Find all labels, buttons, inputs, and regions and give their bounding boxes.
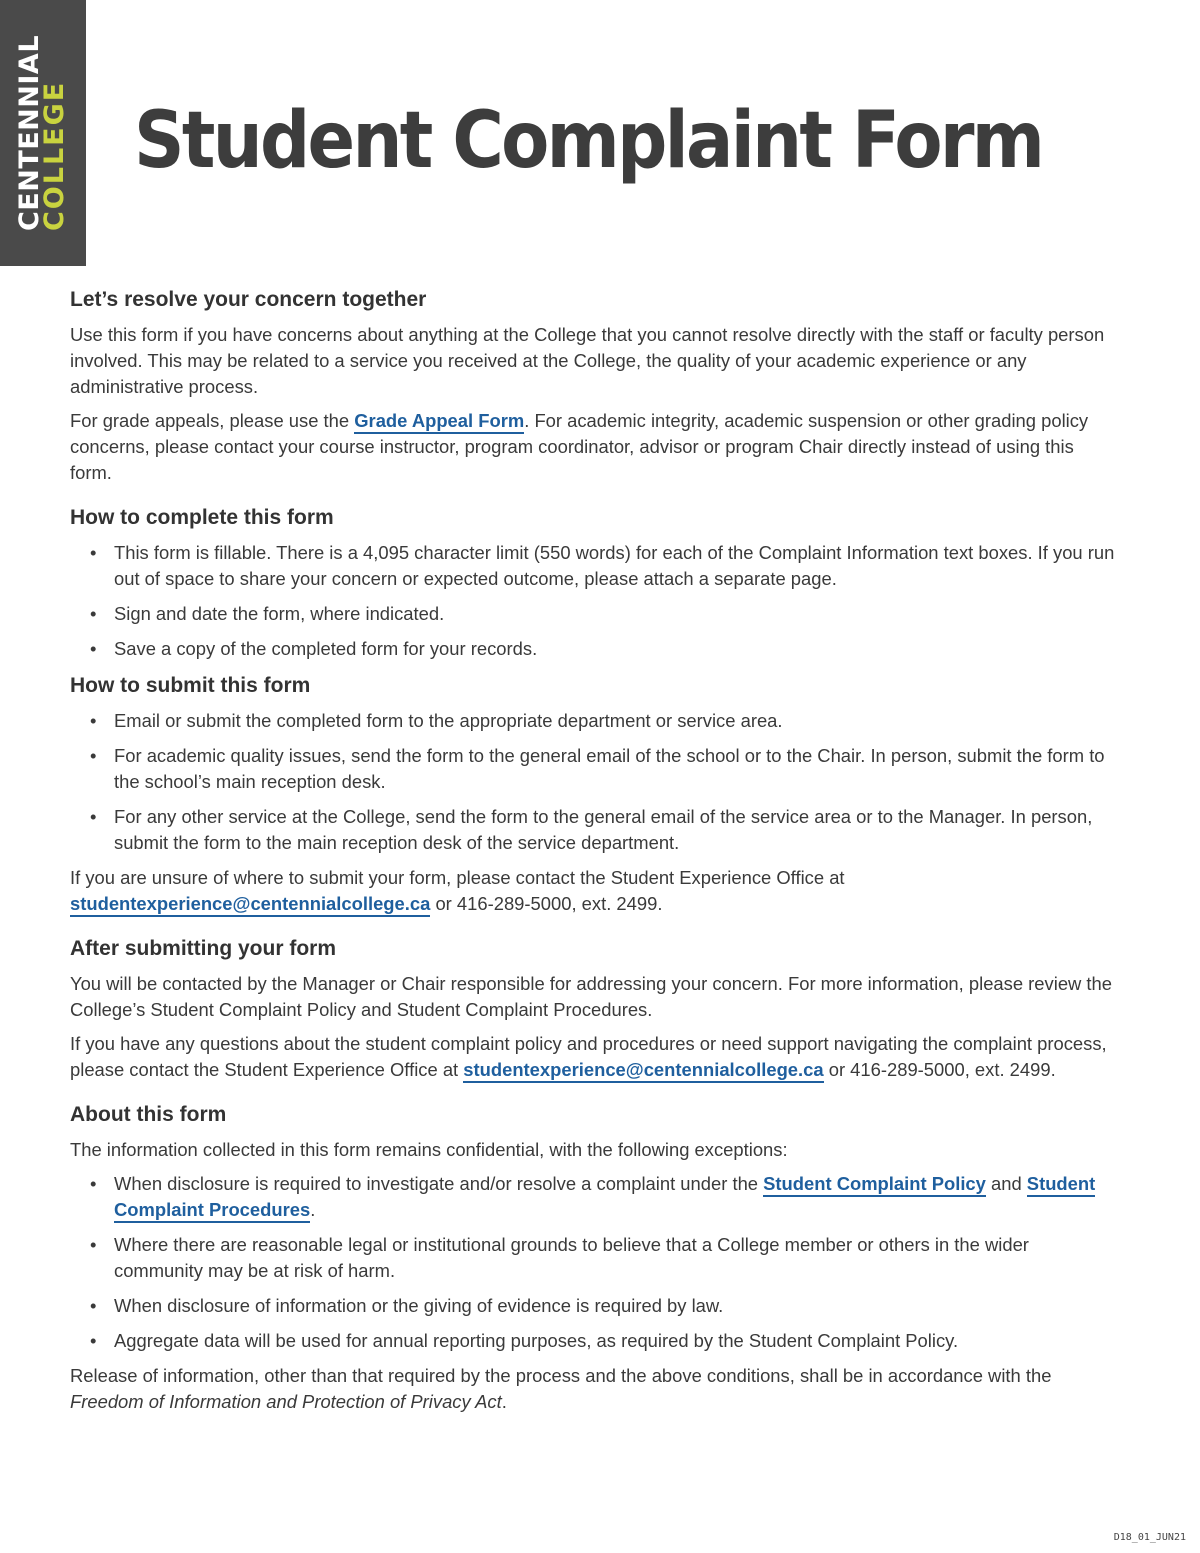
section-heading: About this form [70, 1103, 227, 1126]
list-item: • For academic quality issues, send the form to the general email of the school or to the Chair. In person, submit the form to the school’s main reception desk. [70, 743, 1120, 795]
paragraph: The information collected in this form remains confidential, with the following exceptions: [70, 1139, 788, 1160]
paragraph: You will be contacted by the Manager or Chair responsible for addressing your concern. For more information, please review the College’s Student Complaint Policy and Student Complaint Procedures. [70, 973, 1112, 1020]
logo-line-centennial: CENTENNIAL [14, 34, 46, 232]
text: . [310, 1199, 316, 1220]
text: or 416-289-5000, ext. 2499. [430, 893, 663, 914]
section-heading: How to submit this form [70, 674, 311, 697]
section-resolve [70, 286, 1120, 486]
text: . [501, 1391, 507, 1412]
grade-appeal-form-link[interactable]: Grade Appeal Form [354, 410, 524, 434]
form-instructions [70, 286, 1120, 1423]
list-item: • Sign and date the form, where indicated. [70, 601, 1120, 627]
bullet-list [70, 540, 1120, 662]
section-complete [70, 504, 1120, 662]
list-item [70, 1171, 1120, 1223]
paragraph-grade-appeal [70, 408, 1120, 486]
section-heading: After submitting your form [70, 937, 336, 960]
paragraph-closing [70, 1363, 1120, 1415]
college-logo [14, 34, 70, 232]
paragraph: Use this form if you have concerns about anything at the College that you cannot resolve directly with the staff or faculty person involved. This may be related to a service you received at the College, the quality of your academic experience or any administrative process. [70, 324, 1105, 397]
page-title: Student Complaint Form [134, 96, 1043, 186]
student-experience-email-link[interactable]: studentexperience@centennialcollege.ca [463, 1059, 823, 1083]
section-heading: Let’s resolve your concern together [70, 288, 427, 311]
list-item: • Save a copy of the completed form for your records. [70, 636, 1120, 662]
act-name: Freedom of Information and Protection of Privacy Act [70, 1391, 502, 1412]
list-item: • Email or submit the completed form to the appropriate department or service area. [70, 708, 1120, 734]
text: If you have any questions about the student complaint policy and procedures or need support navigating the complaint process, please contact the Student Experience Office at [70, 1033, 1107, 1080]
text: and [985, 1173, 1027, 1194]
student-experience-email-link[interactable]: studentexperience@centennialcollege.ca [70, 893, 430, 917]
text: or 416-289-5000, ext. 2499. [823, 1059, 1056, 1080]
bullet-list [70, 1171, 1120, 1354]
text: . For academic integrity, academic suspension or other grading policy concerns, please contact your course instructor, program coordinator, advisor or program Chair directly instead of using this form. [70, 410, 1089, 483]
text: Release of information, other than that required by the process and the above conditions, shall be in accordance with the [70, 1365, 1052, 1386]
paragraph-questions [70, 1031, 1120, 1083]
list-item: • This form is fillable. There is a 4,095 character limit (550 words) for each of the Complaint Information text boxes. If you run out of space to share your concern or expected outcome, please attach a separate page. [70, 540, 1120, 592]
section-about [70, 1101, 1120, 1415]
list-item: • When disclosure of information or the giving of evidence is required by law. [70, 1293, 1120, 1319]
form-code: D18_01_JUN21 [1113, 1532, 1186, 1543]
section-after-submitting [70, 935, 1120, 1083]
text: For grade appeals, please use the [70, 410, 355, 431]
bullet-list [70, 708, 1120, 856]
list-item: • Where there are reasonable legal or institutional grounds to believe that a College member or others in the wider community may be at risk of harm. [70, 1232, 1120, 1284]
text: When disclosure is required to investigate and/or resolve a complaint under the [114, 1173, 764, 1194]
list-item: • Aggregate data will be used for annual reporting purposes, as required by the Student Complaint Policy. [70, 1328, 1120, 1354]
student-complaint-procedures-link[interactable]: Student Complaint Procedures [114, 1173, 1095, 1223]
logo-line-college: COLLEGE [39, 80, 70, 232]
text: If you are unsure of where to submit your form, please contact the Student Experience Office at [70, 867, 845, 888]
list-item: • For any other service at the College, send the form to the general email of the service area or to the Manager. In person, submit the form to the main reception desk of the service department. [70, 804, 1120, 856]
paragraph-contact [70, 865, 1120, 917]
student-complaint-policy-link[interactable]: Student Complaint Policy [763, 1173, 986, 1197]
college-logo-band [0, 0, 86, 266]
section-heading: How to complete this form [70, 506, 334, 529]
section-submit [70, 672, 1120, 917]
